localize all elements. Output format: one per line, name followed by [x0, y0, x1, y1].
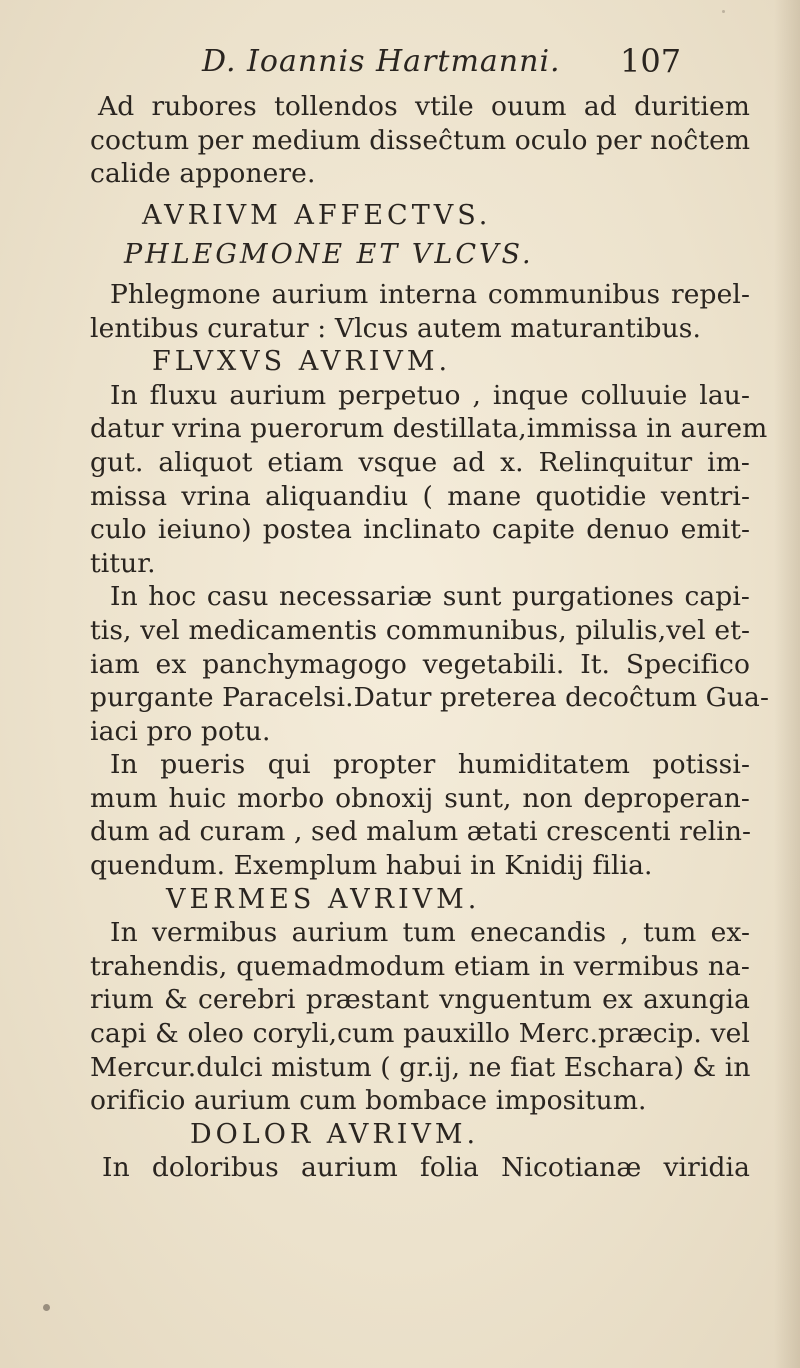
page-number: 107 [620, 42, 682, 80]
text-line: missa vrina aliquandiu ( mane quotidie ventri- [90, 480, 750, 512]
text-line: coctum per medium disseĉtum oculo per noĉtem [90, 124, 751, 156]
section-subheading-phlegmone: PHLEGMONE ET VLCVS. [124, 239, 534, 271]
text-line: lentibus curatur : Vlcus autem maturantibus. [90, 312, 701, 344]
text-line: rium & cerebri præstant vnguentum ex axungia [90, 984, 750, 1016]
text-line: In fluxu aurium perpetuo , inque colluuie lau- [110, 379, 750, 411]
section-heading-vermes-aurium: VERMES AVRIVM. [166, 883, 481, 915]
text-line: culo ieiuno) postea inclinato capite denuo emit- [90, 514, 750, 546]
text-line: iaci pro potu. [90, 715, 271, 747]
text-line: titur. [90, 547, 156, 579]
text-line: capi & oleo coryli,cum pauxillo Merc.præcip. vel [90, 1018, 750, 1050]
text-line: In vermibus aurium tum enecandis , tum ex- [110, 917, 750, 949]
text-line: Phlegmone aurium interna communibus repel- [110, 278, 750, 310]
text-line: In pueris qui propter humiditatem potissi- [110, 749, 750, 781]
ink-spot [722, 10, 725, 13]
text-line: In hoc casu necessariæ sunt purgationes capi- [110, 581, 750, 613]
text-line: Mercur.dulci mistum ( gr.ij, ne fiat Eschara) & in [90, 1051, 751, 1083]
section-heading-aurium-affectus: AVRIVM AFFECTVS. [142, 199, 492, 231]
page-header [90, 38, 750, 90]
text-line: trahendis, quemadmodum etiam in vermibus na- [90, 950, 750, 982]
ink-spot [43, 1304, 50, 1311]
running-head: D. Ioannis Hartmanni. [202, 44, 561, 79]
text-line: datur vrina puerorum destillata,immissa in aurem [90, 413, 768, 445]
text-line: calide apponere. [90, 158, 316, 190]
text-line: orificio aurium cum bombace impositum. [90, 1085, 647, 1117]
text-line: gut. aliquot etiam vsque ad x. Relinquitur im- [90, 446, 750, 478]
section-heading-fluxus-aurium: FLVXVS AVRIVM. [152, 346, 452, 378]
section-heading-dolor-aurium: DOLOR AVRIVM. [190, 1118, 480, 1150]
text-line: quendum. Exemplum habui in Knidij filia. [90, 850, 653, 882]
page-text [90, 38, 770, 1185]
text-line: Ad rubores tollendos vtile ouum ad duritiem [98, 91, 750, 122]
text-line: dum ad curam , sed malum ætati crescenti relin- [90, 816, 752, 848]
page-edge-shadow [774, 0, 800, 1368]
text-line: tis, vel medicamentis communibus, pilulis,vel et- [90, 614, 750, 646]
text-line: purgante Paracelsi.Datur preterea decoĉtum Gua- [90, 682, 770, 714]
text-line: mum huic morbo obnoxij sunt, non deproperan- [90, 782, 750, 814]
text-line: iam ex panchymagogo vegetabili. It. Specifico [90, 648, 750, 680]
text-line: In doloribus aurium folia Nicotianæ viridia [102, 1152, 750, 1184]
